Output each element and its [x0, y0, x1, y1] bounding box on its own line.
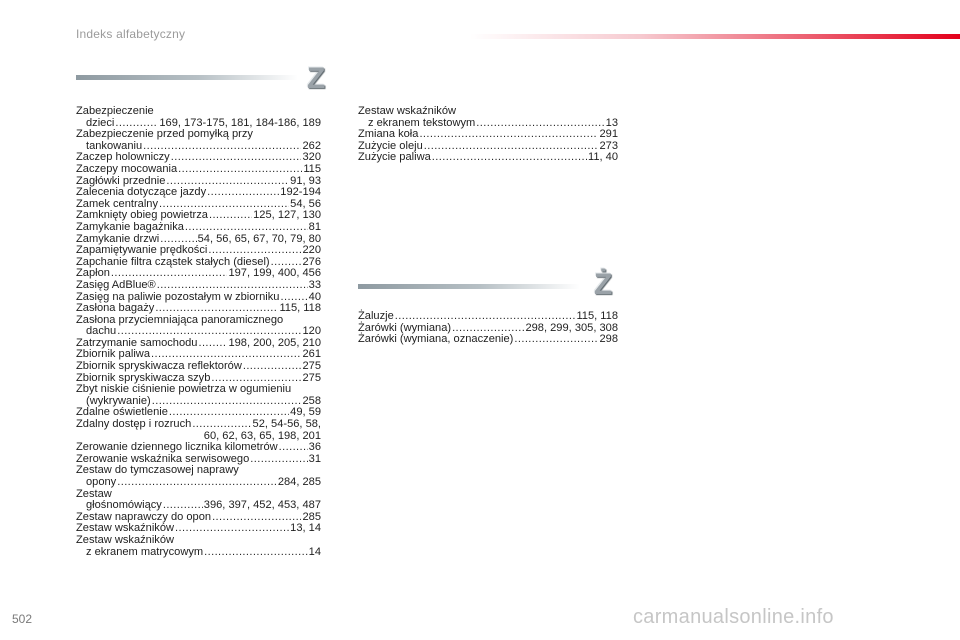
page-reference[interactable]: 284, 285: [277, 476, 321, 488]
index-term: Zdalne oświetlenie: [76, 406, 168, 419]
page-reference[interactable]: 262: [302, 139, 321, 152]
index-term: Zestaw wskaźników: [358, 105, 457, 117]
index-entry: [76, 280, 321, 292]
index-term: Zasłona bagaży: [76, 302, 155, 315]
index-entry: [358, 311, 618, 323]
index-term: Zbyt niskie ciśnienie powietrza w ogumieniu: [76, 383, 292, 396]
dot-leader: [171, 152, 302, 164]
page-reference[interactable]: 298: [599, 333, 618, 346]
index-term: Zbiornik spryskiwacza szyb: [76, 371, 211, 384]
index-term: Zdalny dostęp i rozruch: [76, 418, 192, 431]
page-reference[interactable]: 115: [303, 162, 321, 175]
index-term: Zaczep holowniczy: [76, 151, 170, 164]
page-reference[interactable]: 298, 299, 305, 308: [525, 321, 618, 334]
page-number: 502: [12, 612, 33, 626]
dot-leader: [395, 311, 576, 323]
index-term: Zbiornik paliwa: [76, 348, 150, 361]
page-reference[interactable]: 198, 200, 205, 210: [228, 336, 321, 349]
index-term: (wykrywanie): [86, 394, 151, 407]
dot-leader: [514, 334, 598, 346]
index-entry-line: [76, 361, 321, 373]
section-letter-z: Z: [307, 62, 326, 95]
index-term: Zerowanie dziennego licznika kilometrów: [76, 441, 278, 454]
page-reference[interactable]: 125, 127, 130: [253, 209, 321, 222]
section-divider-z-dot: [358, 284, 580, 289]
index-entry: [76, 106, 321, 129]
index-entry-line: [76, 222, 321, 234]
index-term: dachu: [86, 325, 117, 338]
page-reference[interactable]: 52, 54-56, 58,: [252, 418, 321, 431]
page-reference[interactable]: 120: [302, 325, 321, 338]
dot-leader: [212, 512, 301, 524]
page-reference[interactable]: 33: [308, 278, 321, 291]
index-term: Zapłon: [76, 267, 110, 280]
page-reference[interactable]: 54, 56, 65, 67, 70, 79, 80: [197, 232, 321, 245]
index-entry-line: [76, 477, 321, 489]
dot-leader: [198, 338, 227, 350]
page-reference[interactable]: 192-194: [280, 186, 321, 199]
page-reference[interactable]: 49, 59: [290, 406, 321, 419]
page-reference[interactable]: 276: [302, 255, 321, 268]
page-reference[interactable]: 396, 397, 452, 453, 487: [203, 499, 321, 512]
index-entry-line: [76, 419, 321, 431]
page-reference[interactable]: 320: [302, 151, 321, 164]
page-reference[interactable]: 31: [308, 452, 321, 465]
page-reference[interactable]: 285: [302, 510, 321, 523]
index-column-right: [358, 106, 618, 164]
dot-leader: [152, 396, 302, 408]
index-term: Zestaw: [76, 487, 112, 500]
index-entry: [76, 129, 321, 152]
dot-leader: [476, 118, 604, 130]
page-reference[interactable]: 60, 62, 63, 65, 198, 201: [203, 429, 321, 442]
index-term: Zasłona przyciemniająca panoramicznego: [76, 313, 284, 326]
page-reference[interactable]: 261: [302, 348, 321, 361]
index-entry: [76, 222, 321, 234]
index-entry-line: [76, 164, 321, 176]
dot-leader: [419, 129, 598, 141]
index-entry-line: [358, 334, 618, 346]
index-entry: [76, 419, 321, 442]
index-term: Zamek centralny: [76, 197, 159, 210]
index-term: Zamykanie bagażnika: [76, 220, 184, 233]
index-entry: [358, 106, 618, 129]
index-term: Zestaw naprawczy do opon: [76, 510, 212, 523]
index-term: głośnomówiący: [86, 499, 162, 512]
index-entry-line: [76, 280, 321, 292]
index-term: Żaluzje: [358, 310, 394, 322]
page-reference[interactable]: 197, 199, 400, 456: [228, 267, 321, 280]
index-term: Zabezpieczenie przed pomyłką przy: [76, 128, 253, 141]
index-entry: [76, 489, 321, 512]
dot-leader: [155, 303, 278, 315]
index-term: Zerowanie wskaźnika serwisowego: [76, 452, 250, 465]
page-reference[interactable]: 13: [605, 116, 618, 129]
dot-leader: [279, 442, 308, 454]
dot-leader: [175, 523, 289, 535]
index-entry-line: [358, 311, 618, 323]
index-term: Zestaw wskaźników: [76, 533, 175, 546]
page-reference[interactable]: 36: [308, 441, 321, 454]
index-term: opony: [86, 476, 117, 488]
index-term: Zestaw do tymczasowej naprawy: [76, 464, 239, 477]
page-reference[interactable]: 11, 40: [587, 151, 618, 164]
index-term: Zmiana koła: [358, 128, 419, 141]
page-reference[interactable]: 273: [599, 139, 618, 152]
index-entry-line: [76, 547, 321, 559]
index-column-left: [76, 106, 321, 558]
dot-leader: [185, 222, 308, 234]
index-term: Zużycie oleju: [358, 139, 423, 152]
section-letter-z-dot: Ż: [594, 268, 613, 301]
index-term: Zapchanie filtra cząstek stałych (diesel): [76, 255, 270, 268]
index-term: Zbiornik spryskiwacza reflektorów: [76, 360, 242, 373]
index-entry: [76, 245, 321, 257]
index-term: Żarówki (wymiana, oznaczenie): [358, 333, 514, 346]
page-header-title: Indeks alfabetyczny: [76, 27, 186, 41]
index-term: Zestaw wskaźników: [76, 522, 175, 535]
index-term: Zamykanie drzwi: [76, 232, 160, 245]
page-reference[interactable]: 258: [302, 394, 321, 407]
index-entry: [76, 384, 321, 407]
index-term: z ekranem matrycowym: [86, 545, 204, 558]
index-entry: [76, 465, 321, 488]
index-entry: [76, 315, 321, 338]
index-term: Zużycie paliwa: [358, 151, 431, 164]
dot-leader: [432, 152, 587, 164]
dot-leader: [204, 547, 308, 559]
index-entry: [76, 164, 321, 176]
page-reference[interactable]: 169, 173-175, 181, 184-186, 189: [159, 116, 321, 129]
dot-leader: [250, 454, 307, 466]
index-term: Zalecenia dotyczące jazdy: [76, 186, 207, 199]
index-term: Zasięg na paliwie pozostałym w zbiorniku: [76, 290, 280, 303]
index-term: Zaczepy mocowania: [76, 162, 178, 175]
page-reference[interactable]: 220: [302, 244, 321, 257]
page-reference[interactable]: 115, 118: [279, 302, 321, 315]
dot-leader: [243, 361, 302, 373]
dot-leader: [209, 210, 252, 222]
index-term: Zasięg AdBlue®: [76, 278, 156, 291]
index-term: Zamknięty obieg powietrza: [76, 209, 208, 222]
dot-leader: [207, 187, 279, 199]
index-term: Zapamiętywanie prędkości: [76, 244, 208, 257]
index-entry: [76, 187, 321, 199]
index-entry: [76, 535, 321, 558]
dot-leader: [192, 419, 251, 431]
dot-leader: [117, 477, 277, 489]
index-entry: [358, 334, 618, 346]
section-divider-z: [76, 75, 298, 80]
dot-leader: [208, 245, 301, 257]
page-reference[interactable]: 81: [308, 220, 321, 233]
index-term: Żarówki (wymiana): [358, 321, 452, 334]
index-entry-line: [76, 245, 321, 257]
index-term: Zatrzymanie samochodu: [76, 336, 198, 349]
page-reference[interactable]: 54, 56: [290, 197, 321, 210]
index-entry-line: [76, 535, 321, 547]
index-term: tankowaniu: [86, 139, 143, 152]
index-term: Zabezpieczenie: [76, 105, 154, 117]
index-entry-line: [358, 152, 618, 164]
page-reference[interactable]: 291: [599, 128, 618, 141]
page-reference[interactable]: 13, 14: [290, 522, 321, 535]
dot-leader: [178, 164, 302, 176]
page-reference[interactable]: 40: [308, 290, 321, 303]
index-entry-line: [358, 106, 618, 118]
index-entry: [76, 303, 321, 315]
index-term: z ekranem tekstowym: [368, 116, 476, 129]
index-entry: [358, 152, 618, 164]
index-entry-line: [76, 106, 321, 118]
index-entry-line: [76, 187, 321, 199]
page-reference[interactable]: 275: [302, 371, 321, 384]
page-reference[interactable]: 91, 93: [290, 174, 321, 187]
page-reference[interactable]: 115, 118: [576, 310, 618, 322]
dot-leader: [424, 141, 599, 153]
dot-leader: [157, 280, 308, 292]
page-reference[interactable]: 14: [308, 545, 321, 558]
index-entry: [76, 361, 321, 373]
watermark: carmanualsonline.info: [633, 606, 834, 628]
index-entry-line: [76, 303, 321, 315]
index-column-z-dot: [358, 311, 618, 346]
page-reference[interactable]: 275: [302, 360, 321, 373]
index-term: dzieci: [86, 116, 115, 129]
header-accent-line: [470, 34, 960, 39]
index-term: Zagłówki przednie: [76, 174, 166, 187]
